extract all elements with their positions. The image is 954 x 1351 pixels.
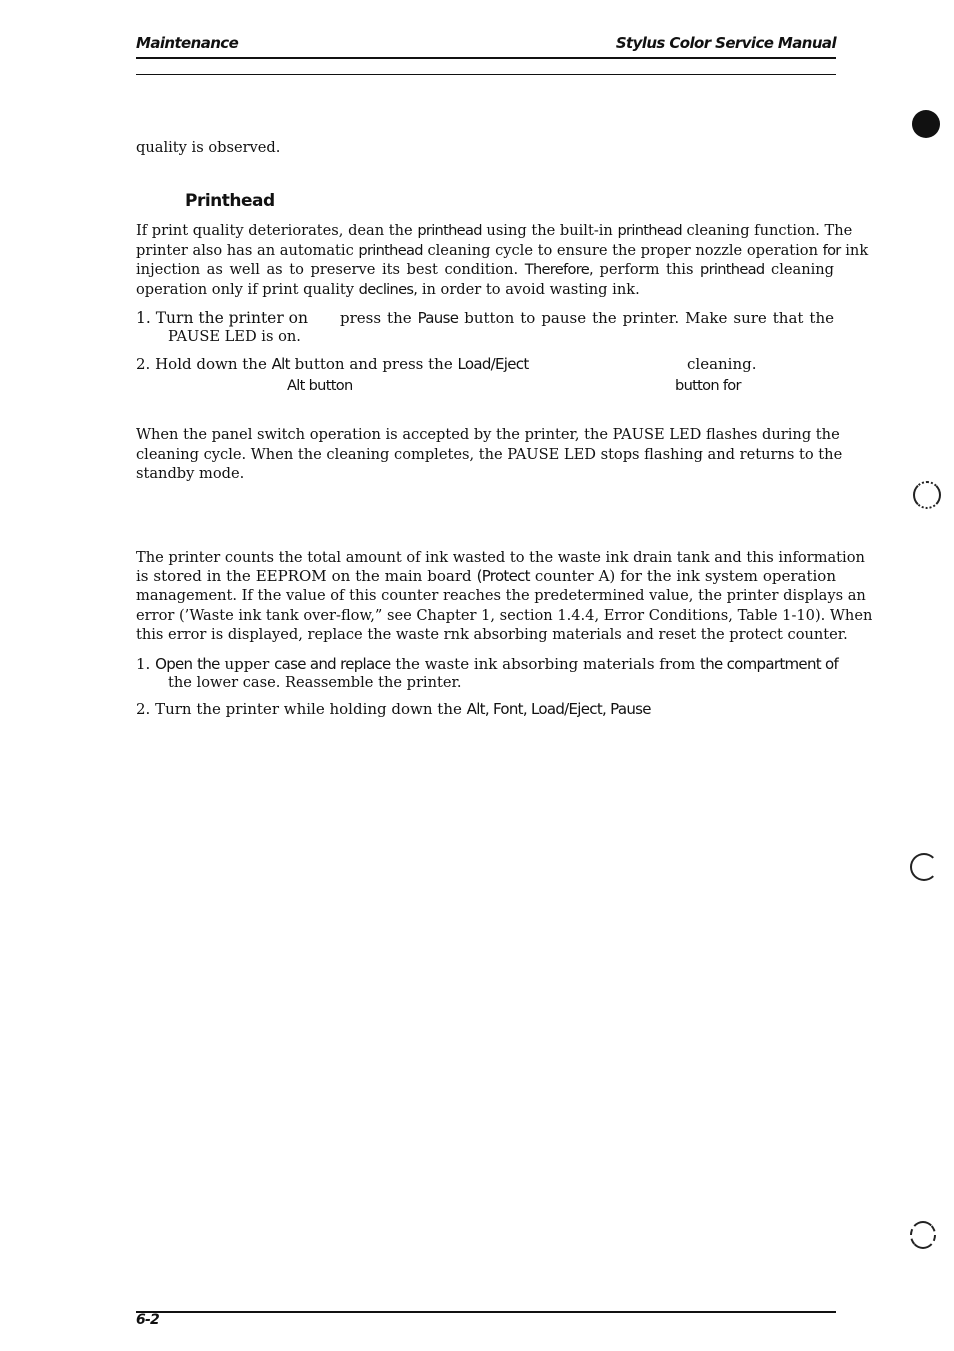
step-1-continuation: PAUSE LED is on. <box>168 328 301 345</box>
printhead-paragraph-line-1: If print quality deteriorates, dean the printhead using the built-in printhead cleaning function. The <box>136 222 853 239</box>
step-replace-absorbers-line-1: 1. Open the upper case and replace the waste ink absorbing materials from the compartment of <box>136 655 839 673</box>
waste-ink-line-2: is stored in the EEPROM on the main board (Protect counter A) for the ink system operation <box>136 567 836 585</box>
step-1-start: 1. Turn the printer on <box>136 309 308 327</box>
printhead-paragraph-line-2: printer also has an automatic printhead cleaning cycle to ensure the proper nozzle operation for ink <box>136 242 869 259</box>
running-header-manual-title: Stylus Color Service Manual <box>615 34 836 52</box>
printhead-paragraph-line-3: injection as well as to preserve its best condition. Therefore, perform this printhead cleaning <box>136 261 835 278</box>
cleaning-cycle-line-1: When the panel switch operation is accepted by the printer, the PAUSE LED flashes during the <box>136 426 840 443</box>
step-2-start: 2. Hold down the Alt button and press the Load/Eject <box>136 355 529 373</box>
section-heading: Printhead <box>185 191 275 211</box>
footer-rule <box>136 1311 836 1313</box>
step-2-fragment-button-for: button for <box>675 377 741 394</box>
intro-line: quality is observed. <box>136 139 281 156</box>
printhead-paragraph-line-4: operation only if print quality declines, in order to avoid wasting ink. <box>136 281 640 298</box>
header-rule-thick <box>136 57 836 59</box>
waste-ink-line-3: management. If the value of this counter reaches the predetermined value, the printer displays an <box>136 587 866 604</box>
step-reset-counter: 2. Turn the printer while holding down the Alt, Font, Load/Eject, Pause <box>136 700 651 718</box>
step-1-instruction: press the Pause button to pause the printer. Make sure that the <box>340 309 834 327</box>
running-header-section: Maintenance <box>136 34 239 52</box>
step-replace-absorbers-line-2: the lower case. Reassemble the printer. <box>168 674 462 691</box>
page-number: 6-2 <box>136 1312 159 1328</box>
waste-ink-line-4: error (’Waste ink tank over-flow,” see Chapter 1, section 1.4.4, Error Conditions, Table 1-10). When <box>136 607 873 624</box>
binder-hole-ring <box>913 481 941 509</box>
header-rule-thin <box>136 74 836 75</box>
cleaning-cycle-line-2: cleaning cycle. When the cleaning completes, the PAUSE LED stops flashing and returns to the <box>136 446 843 463</box>
step-2-fragment-alt-button: Alt button <box>287 377 353 394</box>
cleaning-cycle-line-3: standby mode. <box>136 465 245 482</box>
step-2-end: cleaning. <box>687 355 757 373</box>
binder-hole-ring <box>910 1221 936 1249</box>
binder-hole-solid <box>912 110 940 138</box>
binder-hole-ring <box>910 853 938 881</box>
waste-ink-line-1: The printer counts the total amount of ink wasted to the waste ink drain tank and this information <box>136 549 865 566</box>
waste-ink-line-5: this error is displayed, replace the waste rnk absorbing materials and reset the protect counter. <box>136 626 848 643</box>
